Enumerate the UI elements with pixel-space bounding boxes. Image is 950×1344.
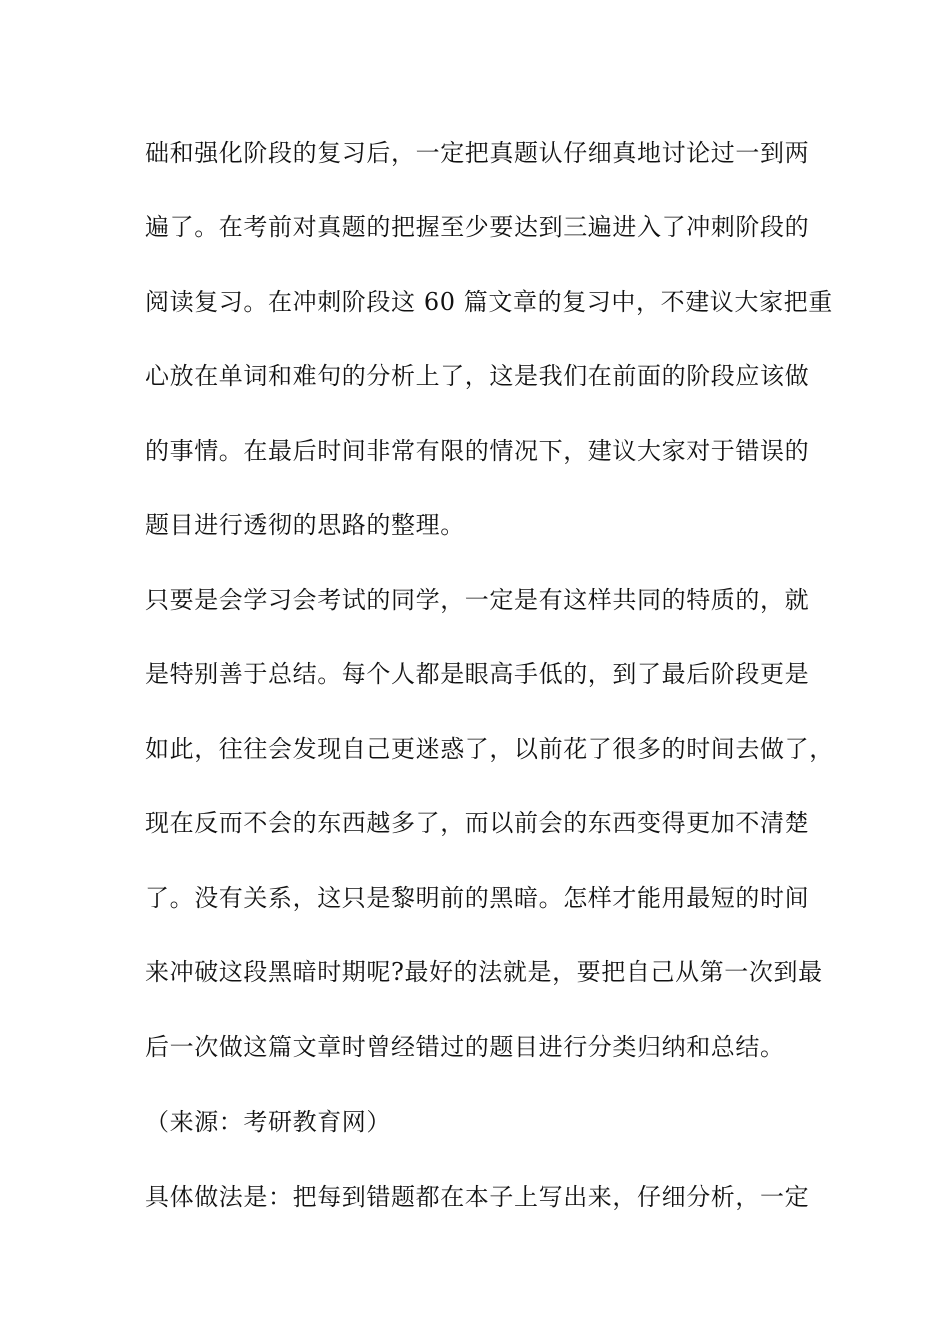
text-line: 心放在单词和难句的分析上了，这是我们在前面的阶段应该做 — [145, 362, 810, 390]
text-line: 如此，往往会发现自己更迷惑了，以前花了很多的时间去做了， — [145, 735, 834, 763]
text-line: 来冲破这段黑暗时期呢?最好的法就是，要把自己从第一次到最 — [145, 958, 823, 986]
text-line: 具体做法是：把每到错题都在本子上写出来，仔细分析，一定 — [145, 1183, 810, 1211]
text-line: 遍了。在考前对真题的把握至少要达到三遍进入了冲刺阶段的 — [145, 213, 810, 241]
source-note: （来源：考研教育网） — [145, 1108, 391, 1136]
text-line: 后一次做这篇文章时曾经错过的题目进行分类归纳和总结。 — [145, 1033, 785, 1061]
text-line: 础和强化阶段的复习后，一定把真题认仔细真地讨论过一到两 — [145, 139, 810, 167]
text-line: 只要是会学习会考试的同学，一定是有这样共同的特质的，就 — [145, 586, 810, 614]
text-line: 是特别善于总结。每个人都是眼高手低的，到了最后阶段更是 — [145, 660, 810, 688]
text-line: 了。没有关系，这只是黎明前的黑暗。怎样才能用最短的时间 — [145, 884, 810, 912]
text-line: 阅读复习。在冲刺阶段这 60 篇文章的复习中，不建议大家把重 — [145, 288, 833, 316]
text-line: 现在反而不会的东西越多了，而以前会的东西变得更加不清楚 — [145, 809, 810, 837]
text-line: 题目进行透彻的思路的整理。 — [145, 511, 465, 539]
text-line: 的事情。在最后时间非常有限的情况下，建议大家对于错误的 — [145, 437, 810, 465]
